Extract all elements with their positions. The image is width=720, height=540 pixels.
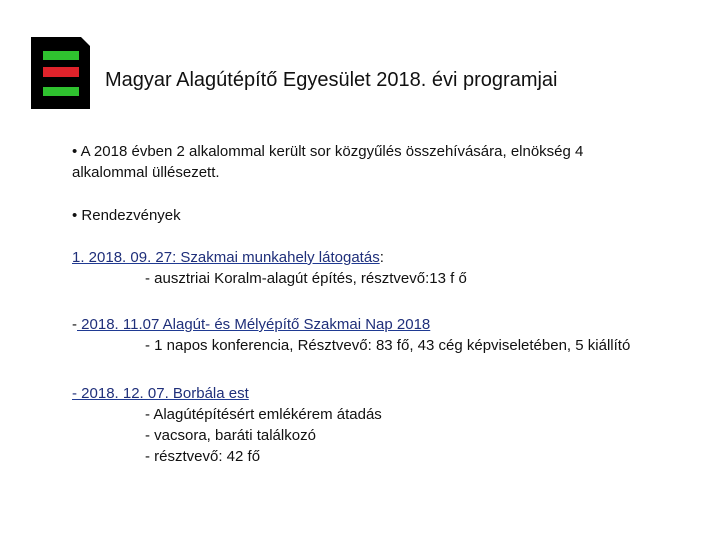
event-site-visit-colon: : xyxy=(379,249,384,266)
organization-logo xyxy=(31,37,90,109)
event-professional-day-detail: - 1 napos konferencia, Résztvevő: 83 fő, 43 cég képviseletében, 5 kiállító xyxy=(145,337,631,354)
event-borbala-detail-dinner: - vacsora, baráti találkozó xyxy=(145,427,316,444)
event-borbala-detail-attendees: - résztvevő: 42 fő xyxy=(145,448,261,465)
event-professional-day-heading[interactable]: 2018. 11.07 Alagút- és Mélyépítő Szakmai Nap 2018 xyxy=(77,316,431,333)
event-professional-day xyxy=(72,314,630,356)
event-site-visit-detail: - ausztriai Koralm-alagút építés, résztvevő:13 f ő xyxy=(145,270,467,287)
logo-top-bar xyxy=(43,51,79,60)
event-site-visit xyxy=(72,247,467,289)
event-borbala-evening xyxy=(72,383,382,467)
page-title: Magyar Alagútépítő Egyesület 2018. évi programjai xyxy=(105,69,558,91)
event-professional-day-dash: - xyxy=(72,316,77,333)
paragraph-line-2: alkalommal üllésezett. xyxy=(72,164,220,181)
event-borbala-detail-medal: - Alagútépítésért emlékérem átadás xyxy=(145,406,382,423)
logo-middle-bar xyxy=(43,67,79,77)
logo-bottom-bar xyxy=(43,87,79,96)
logo-corner-notch xyxy=(81,37,90,46)
general-assembly-paragraph xyxy=(72,141,583,183)
events-heading: • Rendezvények xyxy=(72,207,181,224)
event-site-visit-heading[interactable]: 1. 2018. 09. 27: Szakmai munkahely látogatás xyxy=(72,249,380,266)
paragraph-line-1: • A 2018 évben 2 alkalommal került sor közgyűlés összehívására, elnökség 4 xyxy=(72,143,584,160)
event-borbala-heading[interactable]: - 2018. 12. 07. Borbála est xyxy=(72,385,249,402)
